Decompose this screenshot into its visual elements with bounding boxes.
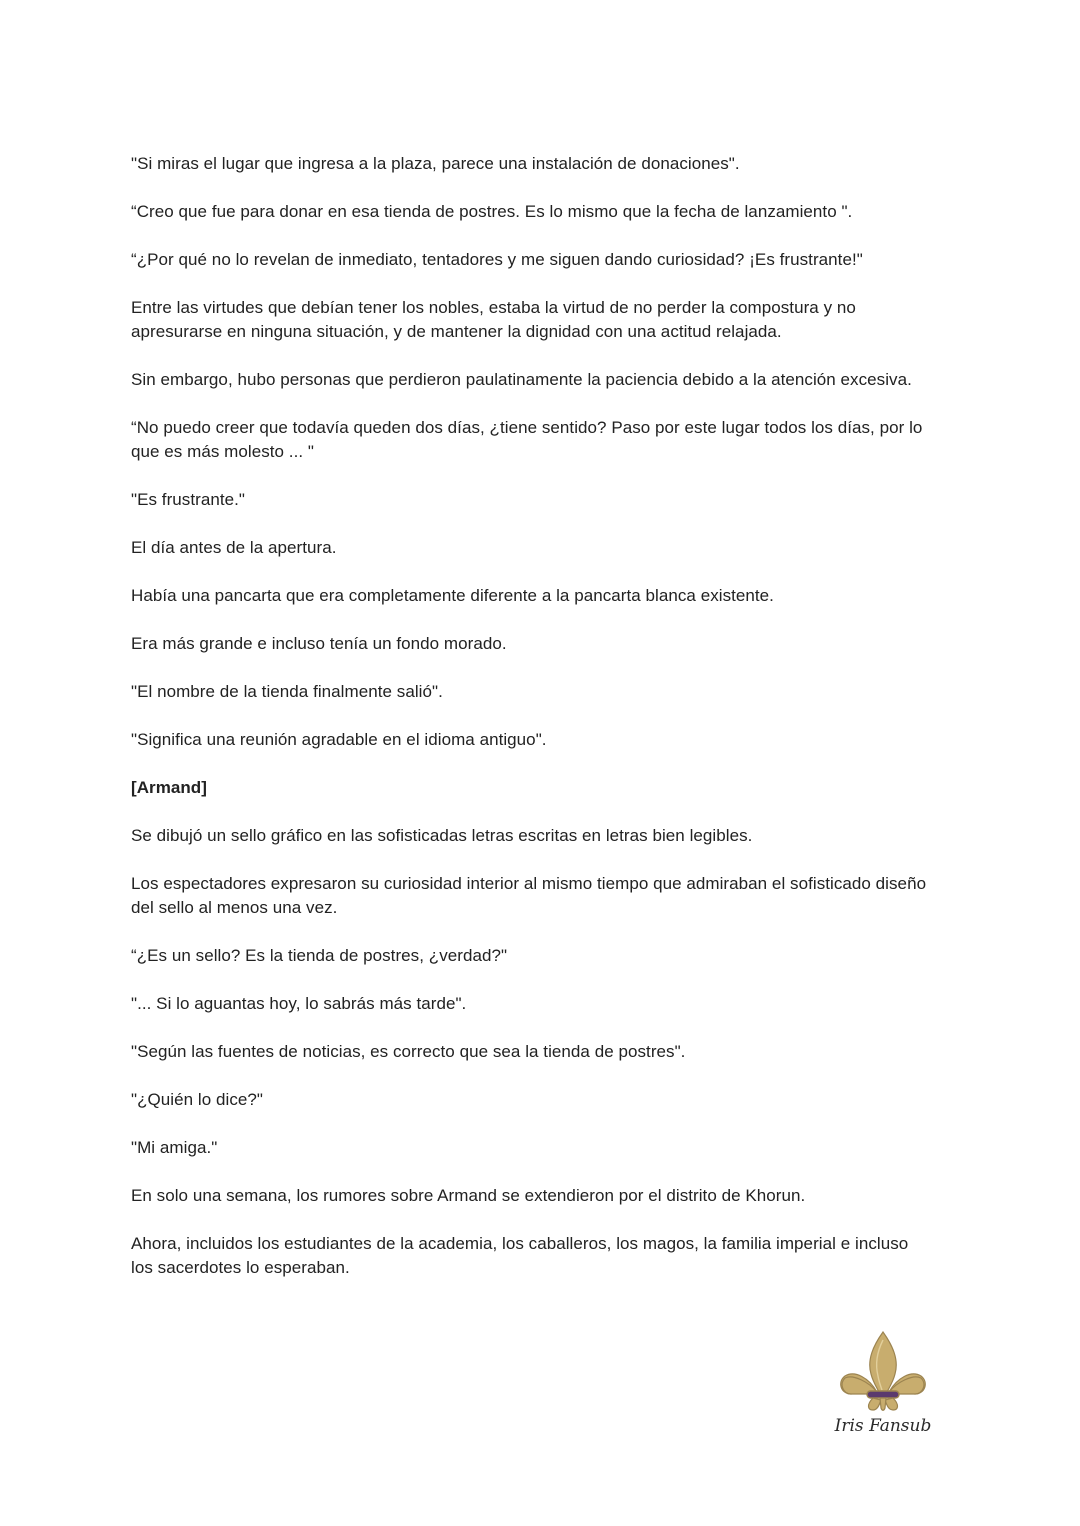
watermark-logo xyxy=(833,1330,933,1442)
document-body xyxy=(131,152,931,1304)
paragraph: “¿Por qué no lo revelan de inmediato, tentadores y me siguen dando curiosidad? ¡Es frustrante!" xyxy=(131,250,863,269)
watermark-text: Iris Fansub xyxy=(834,1416,932,1436)
paragraph: “¿Es un sello? Es la tienda de postres, ¿verdad?" xyxy=(131,946,508,965)
paragraph: "El nombre de la tienda finalmente salió". xyxy=(131,682,443,701)
paragraph: "Según las fuentes de noticias, es correcto que sea la tienda de postres". xyxy=(131,1042,686,1061)
paragraph: "Mi amiga." xyxy=(131,1138,218,1157)
paragraph: "Si miras el lugar que ingresa a la plaza, parece una instalación de donaciones". xyxy=(131,154,740,173)
paragraph: Sin embargo, hubo personas que perdieron paulatinamente la paciencia debido a la atención excesiva. xyxy=(131,370,912,389)
paragraph: “No puedo creer que todavía queden dos días, ¿tiene sentido? Paso por este lugar todos los días, por lo que es más molesto ... " xyxy=(131,418,923,461)
paragraph: El día antes de la apertura. xyxy=(131,538,337,557)
paragraph: "Significa una reunión agradable en el idioma antiguo". xyxy=(131,730,547,749)
paragraph: Entre las virtudes que debían tener los nobles, estaba la virtud de no perder la compostura y no apresurarse en ninguna situación, y de mantener la dignidad con una actitud relajada. xyxy=(131,298,856,341)
paragraph: "¿Quién lo dice?" xyxy=(131,1090,263,1109)
paragraph: “Creo que fue para donar en esa tienda de postres. Es lo mismo que la fecha de lanzamiento ". xyxy=(131,202,853,221)
paragraph: Los espectadores expresaron su curiosidad interior al mismo tiempo que admiraban el sofisticado diseño del sello al menos una vez. xyxy=(131,874,927,917)
paragraph: "Es frustrante." xyxy=(131,490,245,509)
fleur-de-lis-icon xyxy=(837,1330,929,1414)
paragraph: Ahora, incluidos los estudiantes de la academia, los caballeros, los magos, la familia imperial e incluso los sacerdotes lo esperaban. xyxy=(131,1234,909,1277)
section-heading: [Armand] xyxy=(131,778,207,797)
paragraph: Era más grande e incluso tenía un fondo morado. xyxy=(131,634,507,653)
paragraph: "... Si lo aguantas hoy, lo sabrás más tarde". xyxy=(131,994,467,1013)
paragraph: Se dibujó un sello gráfico en las sofisticadas letras escritas en letras bien legibles. xyxy=(131,826,753,845)
paragraph: Había una pancarta que era completamente diferente a la pancarta blanca existente. xyxy=(131,586,774,605)
paragraph: En solo una semana, los rumores sobre Armand se extendieron por el distrito de Khorun. xyxy=(131,1186,806,1205)
